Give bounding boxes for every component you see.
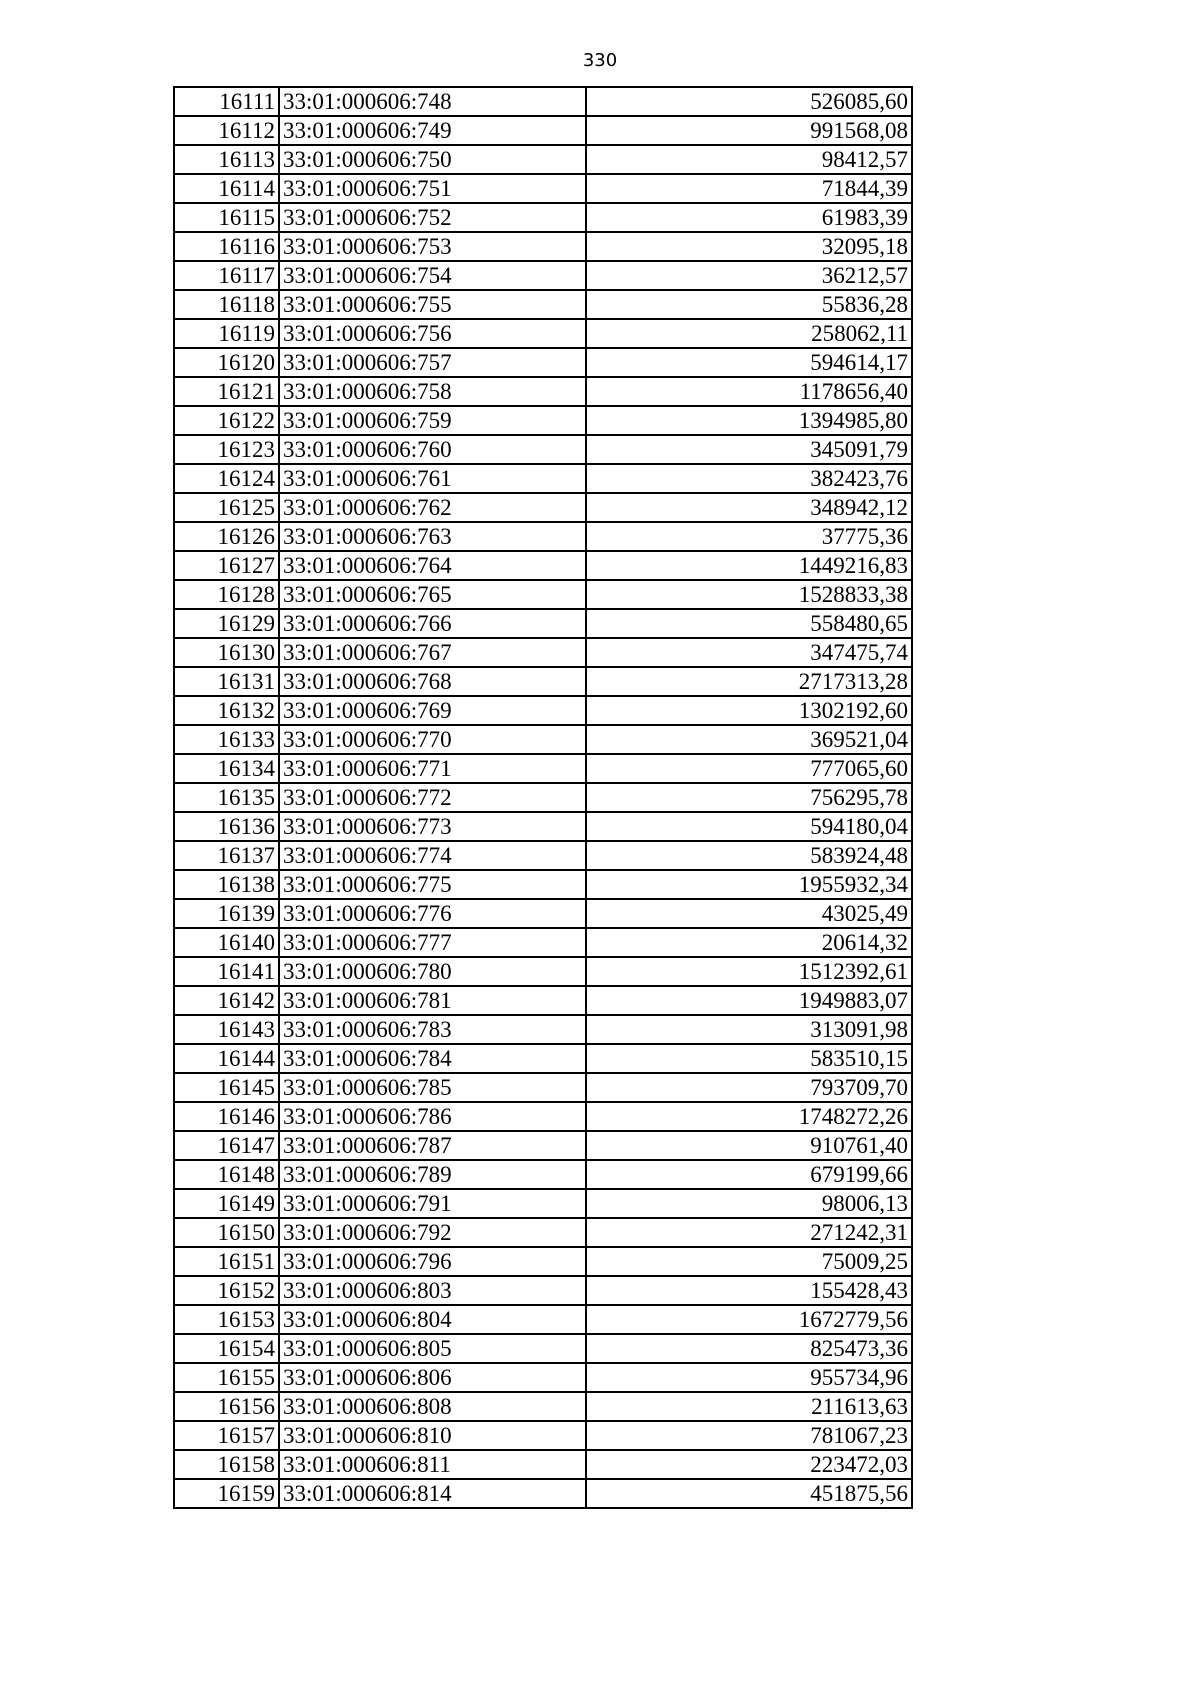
table-row [174, 348, 912, 377]
table-row [174, 725, 912, 754]
cadastral-value-cell: 61983,39 [586, 203, 912, 232]
table-row [174, 406, 912, 435]
row-number-cell: 16138 [174, 870, 279, 899]
row-number-cell: 16121 [174, 377, 279, 406]
row-number-cell: 16154 [174, 1334, 279, 1363]
cadastral-number-cell: 33:01:000606:766 [279, 609, 586, 638]
table-row [174, 116, 912, 145]
cadastral-number-cell: 33:01:000606:814 [279, 1479, 586, 1508]
cadastral-number-cell: 33:01:000606:768 [279, 667, 586, 696]
cadastral-value-cell: 32095,18 [586, 232, 912, 261]
cadastral-value-cell: 345091,79 [586, 435, 912, 464]
cadastral-value-cell: 526085,60 [586, 87, 912, 116]
cadastral-value-cell: 155428,43 [586, 1276, 912, 1305]
table-row [174, 1015, 912, 1044]
cadastral-number-cell: 33:01:000606:784 [279, 1044, 586, 1073]
cadastral-number-cell: 33:01:000606:754 [279, 261, 586, 290]
row-number-cell: 16126 [174, 522, 279, 551]
row-number-cell: 16125 [174, 493, 279, 522]
row-number-cell: 16111 [174, 87, 279, 116]
cadastral-number-cell: 33:01:000606:811 [279, 1450, 586, 1479]
cadastral-number-cell: 33:01:000606:787 [279, 1131, 586, 1160]
cadastral-value-cell: 98412,57 [586, 145, 912, 174]
cadastral-value-cell: 37775,36 [586, 522, 912, 551]
cadastral-value-cell: 223472,03 [586, 1450, 912, 1479]
cadastral-number-cell: 33:01:000606:749 [279, 116, 586, 145]
row-number-cell: 16152 [174, 1276, 279, 1305]
table-row [174, 1131, 912, 1160]
row-number-cell: 16131 [174, 667, 279, 696]
table-row [174, 1392, 912, 1421]
row-number-cell: 16156 [174, 1392, 279, 1421]
cadastral-number-cell: 33:01:000606:792 [279, 1218, 586, 1247]
cadastral-number-cell: 33:01:000606:772 [279, 783, 586, 812]
row-number-cell: 16151 [174, 1247, 279, 1276]
cadastral-number-cell: 33:01:000606:759 [279, 406, 586, 435]
cadastral-number-cell: 33:01:000606:808 [279, 1392, 586, 1421]
table-row [174, 261, 912, 290]
cadastral-value-cell: 594180,04 [586, 812, 912, 841]
row-number-cell: 16136 [174, 812, 279, 841]
table-row [174, 1450, 912, 1479]
row-number-cell: 16132 [174, 696, 279, 725]
table-row [174, 754, 912, 783]
table-row [174, 1334, 912, 1363]
cadastral-number-cell: 33:01:000606:758 [279, 377, 586, 406]
cadastral-value-cell: 258062,11 [586, 319, 912, 348]
cadastral-value-cell: 955734,96 [586, 1363, 912, 1392]
row-number-cell: 16139 [174, 899, 279, 928]
row-number-cell: 16119 [174, 319, 279, 348]
cadastral-value-cell: 451875,56 [586, 1479, 912, 1508]
cadastral-number-cell: 33:01:000606:805 [279, 1334, 586, 1363]
cadastral-number-cell: 33:01:000606:769 [279, 696, 586, 725]
table-row [174, 290, 912, 319]
row-number-cell: 16130 [174, 638, 279, 667]
table-row [174, 696, 912, 725]
table-row [174, 812, 912, 841]
table-row [174, 783, 912, 812]
table-body [174, 87, 912, 1508]
cadastral-number-cell: 33:01:000606:761 [279, 464, 586, 493]
cadastral-number-cell: 33:01:000606:783 [279, 1015, 586, 1044]
cadastral-value-cell: 1449216,83 [586, 551, 912, 580]
cadastral-value-cell: 594614,17 [586, 348, 912, 377]
cadastral-number-cell: 33:01:000606:764 [279, 551, 586, 580]
cadastral-number-cell: 33:01:000606:774 [279, 841, 586, 870]
cadastral-number-cell: 33:01:000606:762 [279, 493, 586, 522]
cadastral-value-cell: 558480,65 [586, 609, 912, 638]
row-number-cell: 16148 [174, 1160, 279, 1189]
row-number-cell: 16147 [174, 1131, 279, 1160]
row-number-cell: 16140 [174, 928, 279, 957]
cadastral-number-cell: 33:01:000606:748 [279, 87, 586, 116]
row-number-cell: 16124 [174, 464, 279, 493]
row-number-cell: 16149 [174, 1189, 279, 1218]
cadastral-number-cell: 33:01:000606:780 [279, 957, 586, 986]
cadastral-number-cell: 33:01:000606:803 [279, 1276, 586, 1305]
row-number-cell: 16142 [174, 986, 279, 1015]
table-row [174, 232, 912, 261]
cadastral-number-cell: 33:01:000606:775 [279, 870, 586, 899]
table-row [174, 1189, 912, 1218]
cadastral-value-cell: 369521,04 [586, 725, 912, 754]
row-number-cell: 16127 [174, 551, 279, 580]
table-row [174, 638, 912, 667]
cadastral-value-cell: 55836,28 [586, 290, 912, 319]
table-row [174, 957, 912, 986]
row-number-cell: 16137 [174, 841, 279, 870]
table-row [174, 1479, 912, 1508]
table-row [174, 870, 912, 899]
cadastral-number-cell: 33:01:000606:767 [279, 638, 586, 667]
table-row [174, 551, 912, 580]
cadastral-value-cell: 1528833,38 [586, 580, 912, 609]
row-number-cell: 16120 [174, 348, 279, 377]
cadastral-value-cell: 36212,57 [586, 261, 912, 290]
cadastral-value-cell: 1302192,60 [586, 696, 912, 725]
row-number-cell: 16115 [174, 203, 279, 232]
cadastral-value-cell: 1512392,61 [586, 957, 912, 986]
row-number-cell: 16117 [174, 261, 279, 290]
row-number-cell: 16157 [174, 1421, 279, 1450]
cadastral-value-cell: 1178656,40 [586, 377, 912, 406]
cadastral-number-cell: 33:01:000606:796 [279, 1247, 586, 1276]
cadastral-number-cell: 33:01:000606:752 [279, 203, 586, 232]
cadastral-number-cell: 33:01:000606:757 [279, 348, 586, 377]
table-row [174, 841, 912, 870]
row-number-cell: 16155 [174, 1363, 279, 1392]
cadastral-number-cell: 33:01:000606:755 [279, 290, 586, 319]
table-row [174, 203, 912, 232]
cadastral-value-cell: 1672779,56 [586, 1305, 912, 1334]
cadastral-number-cell: 33:01:000606:770 [279, 725, 586, 754]
page-number: 330 [582, 50, 618, 71]
cadastral-number-cell: 33:01:000606:763 [279, 522, 586, 551]
row-number-cell: 16128 [174, 580, 279, 609]
cadastral-value-cell: 793709,70 [586, 1073, 912, 1102]
row-number-cell: 16123 [174, 435, 279, 464]
cadastral-value-cell: 910761,40 [586, 1131, 912, 1160]
table-row [174, 609, 912, 638]
cadastral-value-cell: 347475,74 [586, 638, 912, 667]
cadastral-value-cell: 313091,98 [586, 1015, 912, 1044]
table-row [174, 1102, 912, 1131]
cadastral-value-cell: 679199,66 [586, 1160, 912, 1189]
cadastral-value-cell: 756295,78 [586, 783, 912, 812]
cadastral-value-cell: 781067,23 [586, 1421, 912, 1450]
table-row [174, 464, 912, 493]
cadastral-number-cell: 33:01:000606:750 [279, 145, 586, 174]
cadastral-value-table [173, 86, 913, 1509]
table-row [174, 928, 912, 957]
cadastral-number-cell: 33:01:000606:756 [279, 319, 586, 348]
table-row [174, 522, 912, 551]
cadastral-value-cell: 1955932,34 [586, 870, 912, 899]
table-row [174, 145, 912, 174]
table-row [174, 87, 912, 116]
cadastral-value-cell: 583510,15 [586, 1044, 912, 1073]
cadastral-number-cell: 33:01:000606:789 [279, 1160, 586, 1189]
row-number-cell: 16114 [174, 174, 279, 203]
row-number-cell: 16129 [174, 609, 279, 638]
cadastral-number-cell: 33:01:000606:760 [279, 435, 586, 464]
table-row [174, 1363, 912, 1392]
row-number-cell: 16159 [174, 1479, 279, 1508]
table-row [174, 435, 912, 464]
table-row [174, 667, 912, 696]
row-number-cell: 16134 [174, 754, 279, 783]
table-row [174, 1247, 912, 1276]
row-number-cell: 16144 [174, 1044, 279, 1073]
cadastral-value-cell: 211613,63 [586, 1392, 912, 1421]
table-row [174, 580, 912, 609]
table-row [174, 899, 912, 928]
cadastral-number-cell: 33:01:000606:765 [279, 580, 586, 609]
row-number-cell: 16112 [174, 116, 279, 145]
cadastral-number-cell: 33:01:000606:810 [279, 1421, 586, 1450]
table-row [174, 1421, 912, 1450]
row-number-cell: 16146 [174, 1102, 279, 1131]
cadastral-value-cell: 825473,36 [586, 1334, 912, 1363]
cadastral-number-cell: 33:01:000606:776 [279, 899, 586, 928]
cadastral-value-cell: 20614,32 [586, 928, 912, 957]
cadastral-value-cell: 1949883,07 [586, 986, 912, 1015]
cadastral-value-cell: 271242,31 [586, 1218, 912, 1247]
cadastral-number-cell: 33:01:000606:751 [279, 174, 586, 203]
cadastral-value-cell: 583924,48 [586, 841, 912, 870]
cadastral-value-cell: 75009,25 [586, 1247, 912, 1276]
table-row [174, 493, 912, 522]
row-number-cell: 16133 [174, 725, 279, 754]
cadastral-number-cell: 33:01:000606:786 [279, 1102, 586, 1131]
row-number-cell: 16113 [174, 145, 279, 174]
cadastral-value-cell: 43025,49 [586, 899, 912, 928]
row-number-cell: 16150 [174, 1218, 279, 1247]
cadastral-number-cell: 33:01:000606:773 [279, 812, 586, 841]
cadastral-number-cell: 33:01:000606:806 [279, 1363, 586, 1392]
cadastral-value-cell: 777065,60 [586, 754, 912, 783]
row-number-cell: 16116 [174, 232, 279, 261]
row-number-cell: 16135 [174, 783, 279, 812]
cadastral-number-cell: 33:01:000606:781 [279, 986, 586, 1015]
cadastral-number-cell: 33:01:000606:753 [279, 232, 586, 261]
table-row [174, 174, 912, 203]
table-row [174, 319, 912, 348]
table-row [174, 1276, 912, 1305]
cadastral-value-cell: 1748272,26 [586, 1102, 912, 1131]
cadastral-value-cell: 71844,39 [586, 174, 912, 203]
table-row [174, 1218, 912, 1247]
cadastral-value-cell: 2717313,28 [586, 667, 912, 696]
row-number-cell: 16143 [174, 1015, 279, 1044]
cadastral-value-cell: 98006,13 [586, 1189, 912, 1218]
row-number-cell: 16153 [174, 1305, 279, 1334]
cadastral-number-cell: 33:01:000606:785 [279, 1073, 586, 1102]
table-row [174, 377, 912, 406]
row-number-cell: 16122 [174, 406, 279, 435]
table-row [174, 1044, 912, 1073]
cadastral-number-cell: 33:01:000606:804 [279, 1305, 586, 1334]
cadastral-number-cell: 33:01:000606:771 [279, 754, 586, 783]
table-row [174, 1160, 912, 1189]
table-row [174, 1305, 912, 1334]
table-row [174, 986, 912, 1015]
cadastral-value-cell: 1394985,80 [586, 406, 912, 435]
row-number-cell: 16158 [174, 1450, 279, 1479]
row-number-cell: 16118 [174, 290, 279, 319]
row-number-cell: 16141 [174, 957, 279, 986]
row-number-cell: 16145 [174, 1073, 279, 1102]
cadastral-number-cell: 33:01:000606:777 [279, 928, 586, 957]
cadastral-value-cell: 382423,76 [586, 464, 912, 493]
cadastral-value-cell: 348942,12 [586, 493, 912, 522]
cadastral-number-cell: 33:01:000606:791 [279, 1189, 586, 1218]
table-row [174, 1073, 912, 1102]
cadastral-value-cell: 991568,08 [586, 116, 912, 145]
